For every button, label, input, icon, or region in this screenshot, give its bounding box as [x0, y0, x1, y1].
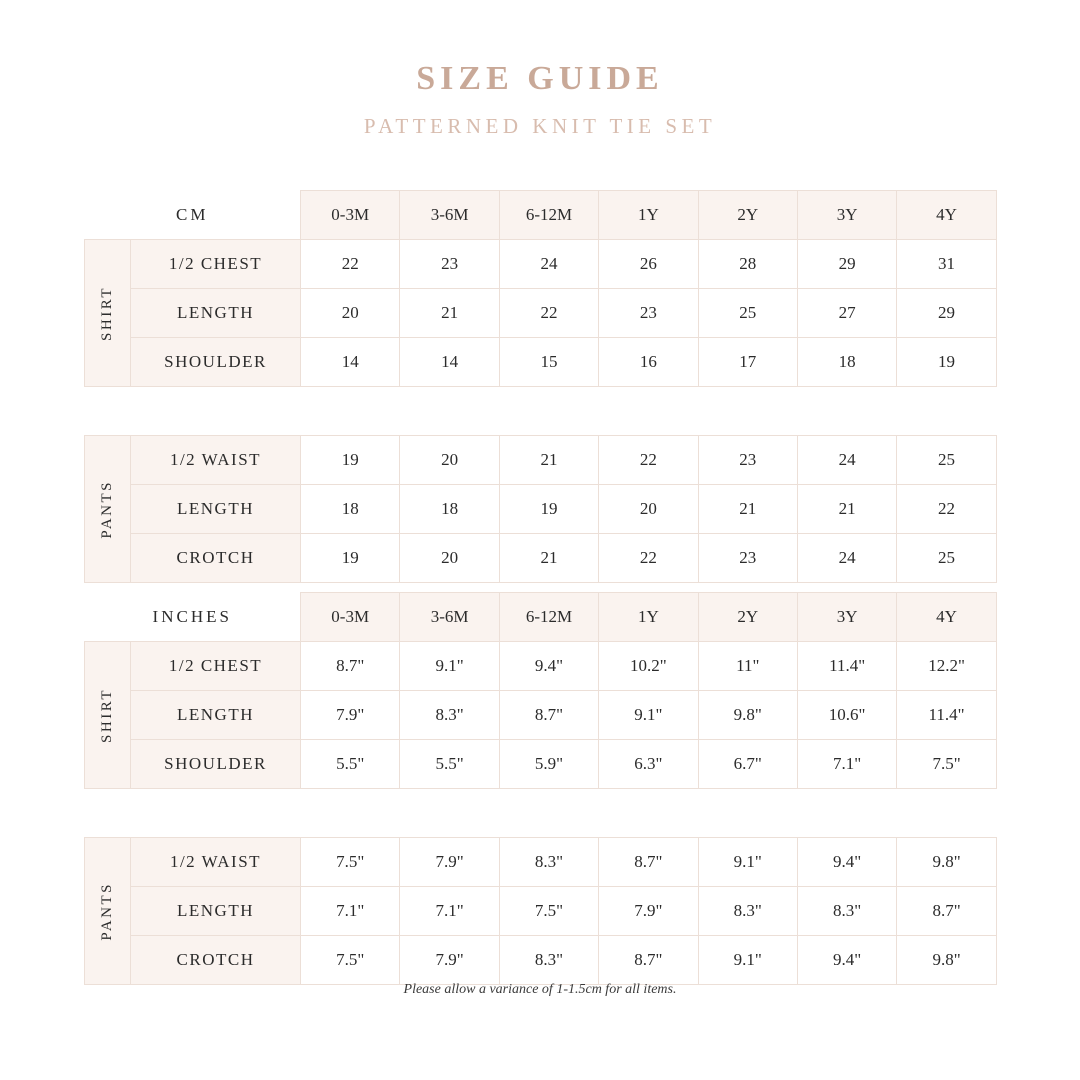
row-label: SHOULDER	[131, 740, 301, 789]
cell: 15	[499, 338, 598, 387]
row-label: LENGTH	[131, 289, 301, 338]
inches-table	[84, 592, 997, 985]
variance-note: Please allow a variance of 1-1.5cm for all items.	[403, 982, 677, 997]
cm-unit-label: CM	[85, 191, 301, 240]
inches-shirt-category-label: SHIRT	[99, 687, 115, 743]
cell: 9.1"	[698, 838, 797, 887]
cell: 7.5"	[499, 887, 598, 936]
cell: 24	[499, 240, 598, 289]
cm-size-header-4: 2Y	[698, 191, 797, 240]
row-label: CROTCH	[131, 534, 301, 583]
cell: 9.4"	[797, 838, 896, 887]
cell: 22	[897, 485, 996, 534]
cell: 8.7"	[599, 936, 698, 985]
cell: 28	[698, 240, 797, 289]
cell: 8.7"	[897, 887, 996, 936]
cell: 20	[400, 534, 499, 583]
cell: 22	[499, 289, 598, 338]
table-row	[85, 642, 997, 691]
cell: 29	[797, 240, 896, 289]
cm-header-row	[85, 191, 997, 240]
cell: 8.7"	[301, 642, 400, 691]
table-row	[85, 485, 997, 534]
cell: 29	[897, 289, 996, 338]
row-label: 1/2 WAIST	[131, 838, 301, 887]
cell: 7.5"	[897, 740, 996, 789]
cell: 7.5"	[301, 838, 400, 887]
cm-pants-category	[85, 436, 131, 583]
cell: 9.1"	[698, 936, 797, 985]
cm-size-header-3: 1Y	[599, 191, 698, 240]
cm-shirt-category	[85, 240, 131, 387]
cm-size-header-6: 4Y	[897, 191, 996, 240]
cm-size-header-1: 3-6M	[400, 191, 499, 240]
cell: 19	[301, 436, 400, 485]
cell: 9.4"	[499, 642, 598, 691]
cell: 8.3"	[797, 887, 896, 936]
cell: 18	[797, 338, 896, 387]
cell: 9.8"	[897, 838, 996, 887]
table-row	[85, 436, 997, 485]
cm-size-header-2: 6-12M	[499, 191, 598, 240]
row-label: LENGTH	[131, 485, 301, 534]
cell: 8.3"	[499, 936, 598, 985]
row-label: CROTCH	[131, 936, 301, 985]
cell: 21	[797, 485, 896, 534]
cell: 21	[499, 436, 598, 485]
table-row	[85, 289, 997, 338]
cell: 14	[400, 338, 499, 387]
cell: 12.2"	[897, 642, 996, 691]
cell: 7.1"	[797, 740, 896, 789]
cm-shirt-category-label: SHIRT	[99, 285, 115, 341]
table-row	[85, 740, 997, 789]
cell: 27	[797, 289, 896, 338]
cell: 10.2"	[599, 642, 698, 691]
table-row	[85, 338, 997, 387]
cm-section	[84, 190, 996, 583]
spacer	[85, 387, 997, 436]
cell: 17	[698, 338, 797, 387]
cm-table	[84, 190, 997, 583]
page-header	[0, 0, 1080, 139]
cell: 31	[897, 240, 996, 289]
cell: 7.5"	[301, 936, 400, 985]
cm-pants-category-label: PANTS	[99, 479, 115, 539]
table-row	[85, 534, 997, 583]
cell: 5.5"	[400, 740, 499, 789]
page-subtitle: PATTERNED KNIT TIE SET	[363, 114, 717, 138]
cell: 9.1"	[599, 691, 698, 740]
cell: 22	[301, 240, 400, 289]
cell: 8.3"	[499, 838, 598, 887]
cell: 14	[301, 338, 400, 387]
spacer	[85, 789, 997, 838]
table-row	[85, 887, 997, 936]
inches-shirt-category	[85, 642, 131, 789]
table-row	[85, 936, 997, 985]
inches-header-row	[85, 593, 997, 642]
inches-size-header-3: 1Y	[599, 593, 698, 642]
cell: 10.6"	[797, 691, 896, 740]
cell: 5.9"	[499, 740, 598, 789]
row-label: 1/2 CHEST	[131, 240, 301, 289]
cell: 19	[499, 485, 598, 534]
row-label: 1/2 WAIST	[131, 436, 301, 485]
inches-size-header-1: 3-6M	[400, 593, 499, 642]
cell: 23	[599, 289, 698, 338]
inches-pants-category-label: PANTS	[99, 881, 115, 941]
table-row	[85, 691, 997, 740]
cm-size-header-5: 3Y	[797, 191, 896, 240]
inches-size-header-6: 4Y	[897, 593, 996, 642]
cell: 16	[599, 338, 698, 387]
cell: 7.9"	[599, 887, 698, 936]
inches-section	[84, 592, 996, 985]
cell: 6.3"	[599, 740, 698, 789]
cell: 11.4"	[897, 691, 996, 740]
cell: 8.3"	[400, 691, 499, 740]
inches-size-header-0: 0-3M	[301, 593, 400, 642]
cell: 22	[599, 436, 698, 485]
inches-size-header-4: 2Y	[698, 593, 797, 642]
cell: 21	[499, 534, 598, 583]
cell: 7.1"	[400, 887, 499, 936]
cell: 6.7"	[698, 740, 797, 789]
cell: 7.1"	[301, 887, 400, 936]
inches-pants-category	[85, 838, 131, 985]
row-label: SHOULDER	[131, 338, 301, 387]
cell: 11"	[698, 642, 797, 691]
cell: 7.9"	[400, 936, 499, 985]
cell: 9.8"	[698, 691, 797, 740]
cell: 8.7"	[499, 691, 598, 740]
inches-size-header-5: 3Y	[797, 593, 896, 642]
cell: 25	[698, 289, 797, 338]
cell: 25	[897, 436, 996, 485]
cell: 23	[400, 240, 499, 289]
cell: 23	[698, 534, 797, 583]
row-label: LENGTH	[131, 887, 301, 936]
row-label: 1/2 CHEST	[131, 642, 301, 691]
cell: 8.7"	[599, 838, 698, 887]
cell: 26	[599, 240, 698, 289]
cell: 21	[400, 289, 499, 338]
cell: 22	[599, 534, 698, 583]
cell: 7.9"	[400, 838, 499, 887]
cell: 18	[400, 485, 499, 534]
cell: 5.5"	[301, 740, 400, 789]
cell: 23	[698, 436, 797, 485]
table-row	[85, 838, 997, 887]
cell: 20	[301, 289, 400, 338]
inches-size-header-2: 6-12M	[499, 593, 598, 642]
page-title: SIZE GUIDE	[416, 60, 664, 97]
cm-size-header-0: 0-3M	[301, 191, 400, 240]
cell: 18	[301, 485, 400, 534]
cell: 24	[797, 436, 896, 485]
row-label: LENGTH	[131, 691, 301, 740]
cell: 9.8"	[897, 936, 996, 985]
cell: 20	[599, 485, 698, 534]
cell: 7.9"	[301, 691, 400, 740]
cell: 19	[897, 338, 996, 387]
inches-unit-label: INCHES	[85, 593, 301, 642]
cell: 9.1"	[400, 642, 499, 691]
cell: 9.4"	[797, 936, 896, 985]
cell: 19	[301, 534, 400, 583]
cell: 20	[400, 436, 499, 485]
table-row	[85, 240, 997, 289]
cell: 8.3"	[698, 887, 797, 936]
cell: 24	[797, 534, 896, 583]
cell: 25	[897, 534, 996, 583]
cell: 21	[698, 485, 797, 534]
cell: 11.4"	[797, 642, 896, 691]
